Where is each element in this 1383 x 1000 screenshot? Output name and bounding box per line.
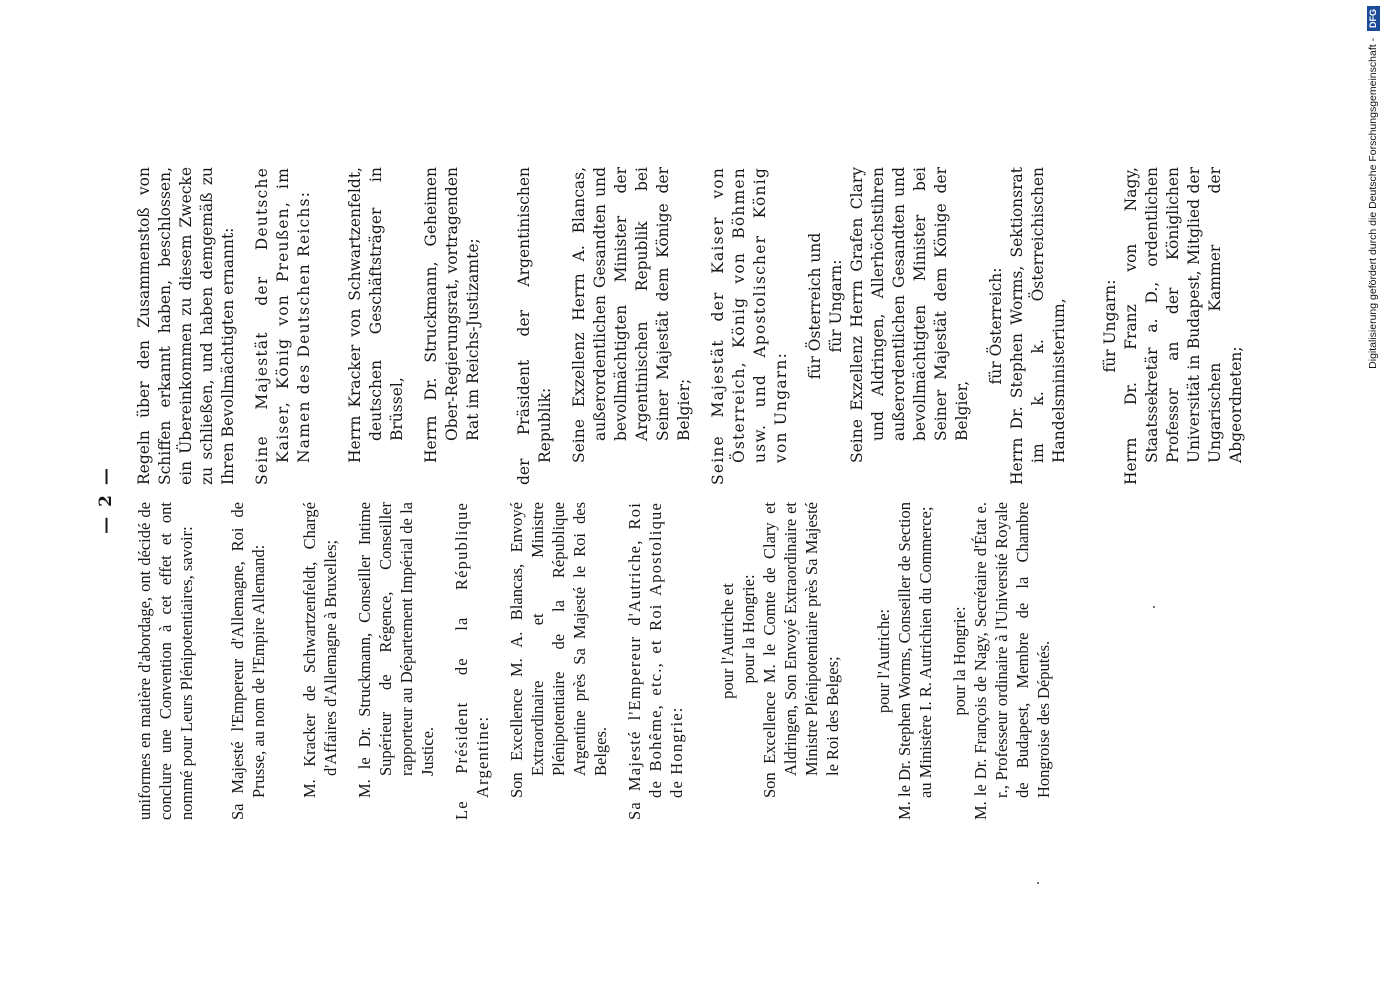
de-worms: Herrn Dr. Stephen Worms, Sektionsrat im k. k. Österreichischen Handelsministerium, <box>1008 167 1068 485</box>
de-for-austria-and: für Österreich und für Ungarn: <box>806 232 845 380</box>
fr-nagy: M. le Dr. François de Nagy, Secrétaire d'État e. r., Professeur ordinaire à l'Université Royale de Budapest, Membre de la Chambre Hongroise des Députés. <box>971 502 1053 820</box>
de-argentina-president: der Präsident der Argentinischen Republik: <box>515 167 554 485</box>
de-blancas: Seine Exzellenz Herrn A. Blancas, außerordentlichen Gesandten und bevollmächtigten Minister der Argentinischen Republik bei Seiner Majestät dem Könige der Belgier; <box>570 167 693 463</box>
fr-german-emperor: Sa Majesté l'Empereur d'Allemagne, Roi de Prusse, au nom de l'Empire Allemand: <box>228 502 268 820</box>
fr-austrian-emperor: Sa Majesté l'Empereur d'Autriche, Roi de Bohême, etc., et Roi Apostolique de Hongrie: <box>625 502 686 820</box>
de-german-emperor: Seine Majestät der Deutsche Kaiser, König von Preußen, im Namen des Deutschen Reichs: <box>253 167 313 485</box>
de-intro: Regeln über den Zusammenstoß von Schiffen erkannt haben, beschlossen, ein Übereinkommen zu diesem Zwecke zu schließen, und haben demgemäß zu Ihren Bevollmächtigten ernannt: <box>135 167 237 485</box>
de-clary: Seine Exzellenz Herrn Grafen Clary und Aldringen, Allerhöchstihren außerordentlichen Gesandten und bevollmächtigten Minister bei Seiner Majestät dem Könige der Belgier, <box>848 167 971 463</box>
de-for-hungary: für Ungarn: <box>1101 279 1119 373</box>
dfg-logo-icon: DFG <box>1367 6 1380 31</box>
scan-speck <box>1153 606 1155 608</box>
page-number: — 2 — <box>96 466 116 534</box>
fr-intro: uniformes en matière d'abordage, ont décidé de conclure une Convention à cet effet et ont nommé pour Leurs Plénipotentiaires, savoir: <box>135 502 196 820</box>
fr-worms: M. le Dr. Stephen Worms, Conseiller de Section au Ministère I. R. Autrichien du Commerce; <box>895 502 935 820</box>
fr-for-austria: pour l'Autriche: <box>874 608 893 714</box>
scan-speck <box>1037 882 1039 884</box>
fr-struckmann: M. le Dr. Struckmann, Conseiller Intime Supérieur de Régence, Conseiller rapporteur au Département Impérial de la Justice. <box>355 502 437 798</box>
fr-clary: Son Excellence M. le Comte de Clary et Aldringen, Son Envoyé Extraordinaire et Ministre Plénipotentiaire près Sa Majesté le Roi des Belges; <box>760 502 842 798</box>
de-struckmann: Herrn Dr. Struckmann, Geheimen Ober-Regierungsrat, vortragenden Rat im Reichs-Justizamte; <box>422 167 482 463</box>
german-column <box>134 167 1260 485</box>
french-column <box>134 502 1067 820</box>
fr-blancas: Son Excellence M. A. Blancas, Envoyé Extraordinaire et Ministre Plénipotentiaire de la République Argentine près Sa Majesté le Roi des Belges. <box>507 502 610 798</box>
fr-for-hungary: pour la Hongrie: <box>950 606 969 716</box>
fr-argentina-president: Le Président de la République Argentine: <box>452 502 492 820</box>
de-kracker: Herrn Kracker von Schwartzenfeldt, deutschen Geschäftsträger in Brüssel, <box>346 167 406 463</box>
de-nagy: Herrn Dr. Franz von Nagy, Staatssekretär a. D., ordentlichen Professor an der Königlichen Universität in Budapest, Mitglied der Ungarischen Kammer der Abgeordneten; <box>1122 167 1245 485</box>
de-for-austria: für Österreich: <box>987 267 1005 385</box>
fr-kracker: M. Kracker de Schwartzenfeldt, Chargé d'Affaires d'Allemagne à Bruxelles; <box>300 502 340 798</box>
digitization-footer <box>1366 6 1380 996</box>
footer-text: Digitalisierung gefördert durch die Deutsche Forschungsgemeinschaft - <box>1367 37 1379 369</box>
de-austrian-emperor: Seine Majestät der Kaiser von Österreich, König von Böhmen usw. und Apostolischer König von Ungarn: <box>709 167 790 485</box>
fr-for-austria-and: pour l'Autriche et pour la Hongrie: <box>718 574 758 699</box>
